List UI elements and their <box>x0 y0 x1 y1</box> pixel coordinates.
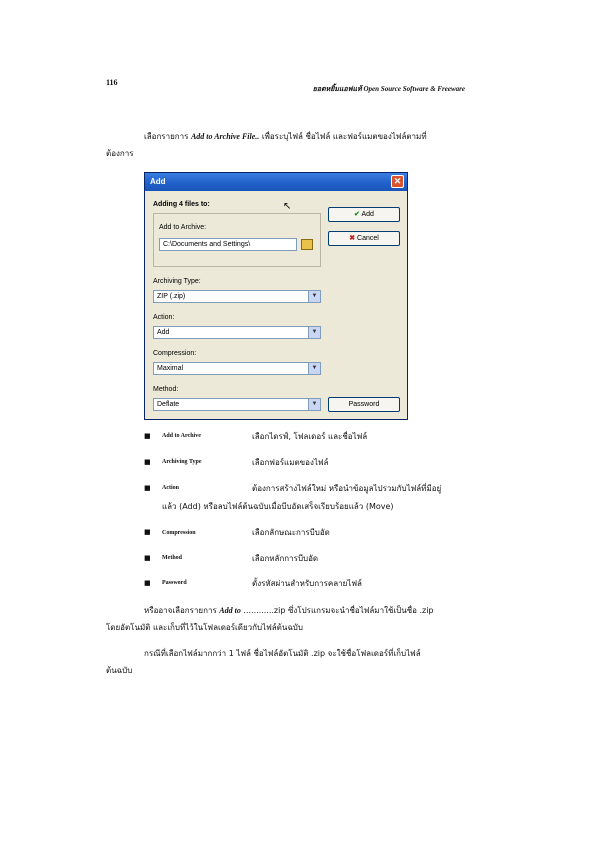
add-dialog <box>144 172 408 420</box>
outro-p1-line-2: โดยอัตโนมัติ และเก็บที่ไว้ในโฟลเดอร์เดียวกับไฟล์ต้นฉบับ <box>106 623 303 632</box>
running-header: ยอดหยิ้มแอฟแท้ Open Source Software & Freeware <box>312 85 465 93</box>
outro-text-a: หรืออาจเลือกรายการ <box>144 606 220 615</box>
bullet-desc: เลือกลักษณะการบีบอัด <box>252 528 330 537</box>
action-value: Add <box>157 329 170 336</box>
outro-menu-item: Add to <box>219 606 241 615</box>
bullet-desc: เลือกฟอร์แมตของไฟล์ <box>252 458 329 467</box>
method-value: Deflate <box>157 401 180 408</box>
bullet-term: Password <box>162 580 187 586</box>
intro-line-1 <box>144 128 427 145</box>
password-button[interactable]: Password <box>328 397 400 412</box>
dialog-title: Add <box>150 177 166 186</box>
bullet-desc-continued: แล้ว (Add) หรือลบไฟล์ต้นฉบับเมื่อบีบอัดเสร็จเรียบร้อยแล้ว (Move) <box>162 502 394 511</box>
bullet-icon: ■ <box>144 554 151 562</box>
bullet-term: Method <box>162 555 182 561</box>
intro-text-b: เพื่อระบุไฟล์ ชื่อไฟล์ และฟอร์แมตของไฟล์ตามที่ <box>259 132 427 141</box>
outro-text-b: ............zip ซึ่งโปรแกรมจะนำชื่อไฟล์มาใช้เป็นชื่อ .zip <box>240 606 434 615</box>
chevron-down-icon[interactable]: ▼ <box>308 291 320 302</box>
close-button[interactable] <box>391 175 404 188</box>
compression-select[interactable] <box>153 362 321 375</box>
bullet-term: Archiving Type <box>162 459 202 465</box>
chevron-down-icon[interactable]: ▼ <box>308 363 320 374</box>
bullet-icon: ■ <box>144 458 151 466</box>
bullet-icon: ■ <box>144 579 151 587</box>
intro-line-2: ต้องการ <box>106 149 134 158</box>
bullet-desc: เลือกหลักการบีบอัด <box>252 554 319 563</box>
intro-text-a: เลือกรายการ <box>144 132 191 141</box>
bullet-desc: ต้องการสร้างไฟล์ใหม่ หรือนำข้อมูลไปรวมกับไฟล์ที่มีอยู่ <box>252 484 442 493</box>
checkmark-icon: ✔ <box>354 211 360 218</box>
chevron-down-icon[interactable]: ▼ <box>308 399 320 410</box>
archive-group <box>153 213 321 267</box>
method-label: Method: <box>153 386 179 393</box>
bullet-icon: ■ <box>144 432 151 440</box>
cancel-button[interactable] <box>328 231 400 246</box>
outro-p2-line-1: กรณีที่เลือกไฟล์มากกว่า 1 ไฟล์ ชื่อไฟล์อัตโนมัติ .zip จะใช้ชื่อโฟลเดอร์ที่เก็บไฟล์ <box>144 649 421 658</box>
bullet-desc: เลือกไดรฟ์, โฟลเดอร์ และชื่อไฟล์ <box>252 432 368 441</box>
action-select[interactable] <box>153 326 321 339</box>
chevron-down-icon[interactable]: ▼ <box>308 327 320 338</box>
archiving-type-value: ZIP (.zip) <box>157 293 186 300</box>
bullet-icon: ■ <box>144 484 151 492</box>
archiving-type-select[interactable] <box>153 290 321 303</box>
bullet-term: Add to Archive <box>162 433 201 439</box>
compression-value: Maximal <box>157 365 184 372</box>
cancel-button-label: Cancel <box>357 235 379 242</box>
archive-path-field[interactable]: C:\Documents and Settings\ <box>159 238 297 251</box>
add-button-label: Add <box>361 211 374 218</box>
add-button[interactable] <box>328 207 400 222</box>
bullet-desc: ตั้งรหัสผ่านสำหรับการคลายไฟล์ <box>252 579 362 588</box>
intro-menu-item: Add to Archive File.. <box>190 132 260 141</box>
bullet-term: Action <box>162 485 179 491</box>
x-icon: ✖ <box>349 235 356 242</box>
page-number: 116 <box>106 78 118 87</box>
bullet-term: Compression <box>162 530 196 536</box>
action-label: Action: <box>153 314 175 321</box>
compression-label: Compression: <box>153 350 197 357</box>
dialog-titlebar[interactable] <box>145 173 407 191</box>
archiving-type-label: Archiving Type: <box>153 278 201 285</box>
method-select[interactable] <box>153 398 321 411</box>
mouse-cursor-icon: ↖ <box>283 201 292 212</box>
outro-p1-line-1 <box>144 602 434 619</box>
bullet-icon: ■ <box>144 528 151 536</box>
adding-files-label: Adding 4 files to: <box>153 201 210 208</box>
browse-folder-icon[interactable] <box>301 239 313 250</box>
add-to-archive-label: Add to Archive: <box>159 224 207 231</box>
outro-p2-line-2: ต้นฉบับ <box>106 666 133 675</box>
close-icon: ✕ <box>393 176 402 186</box>
